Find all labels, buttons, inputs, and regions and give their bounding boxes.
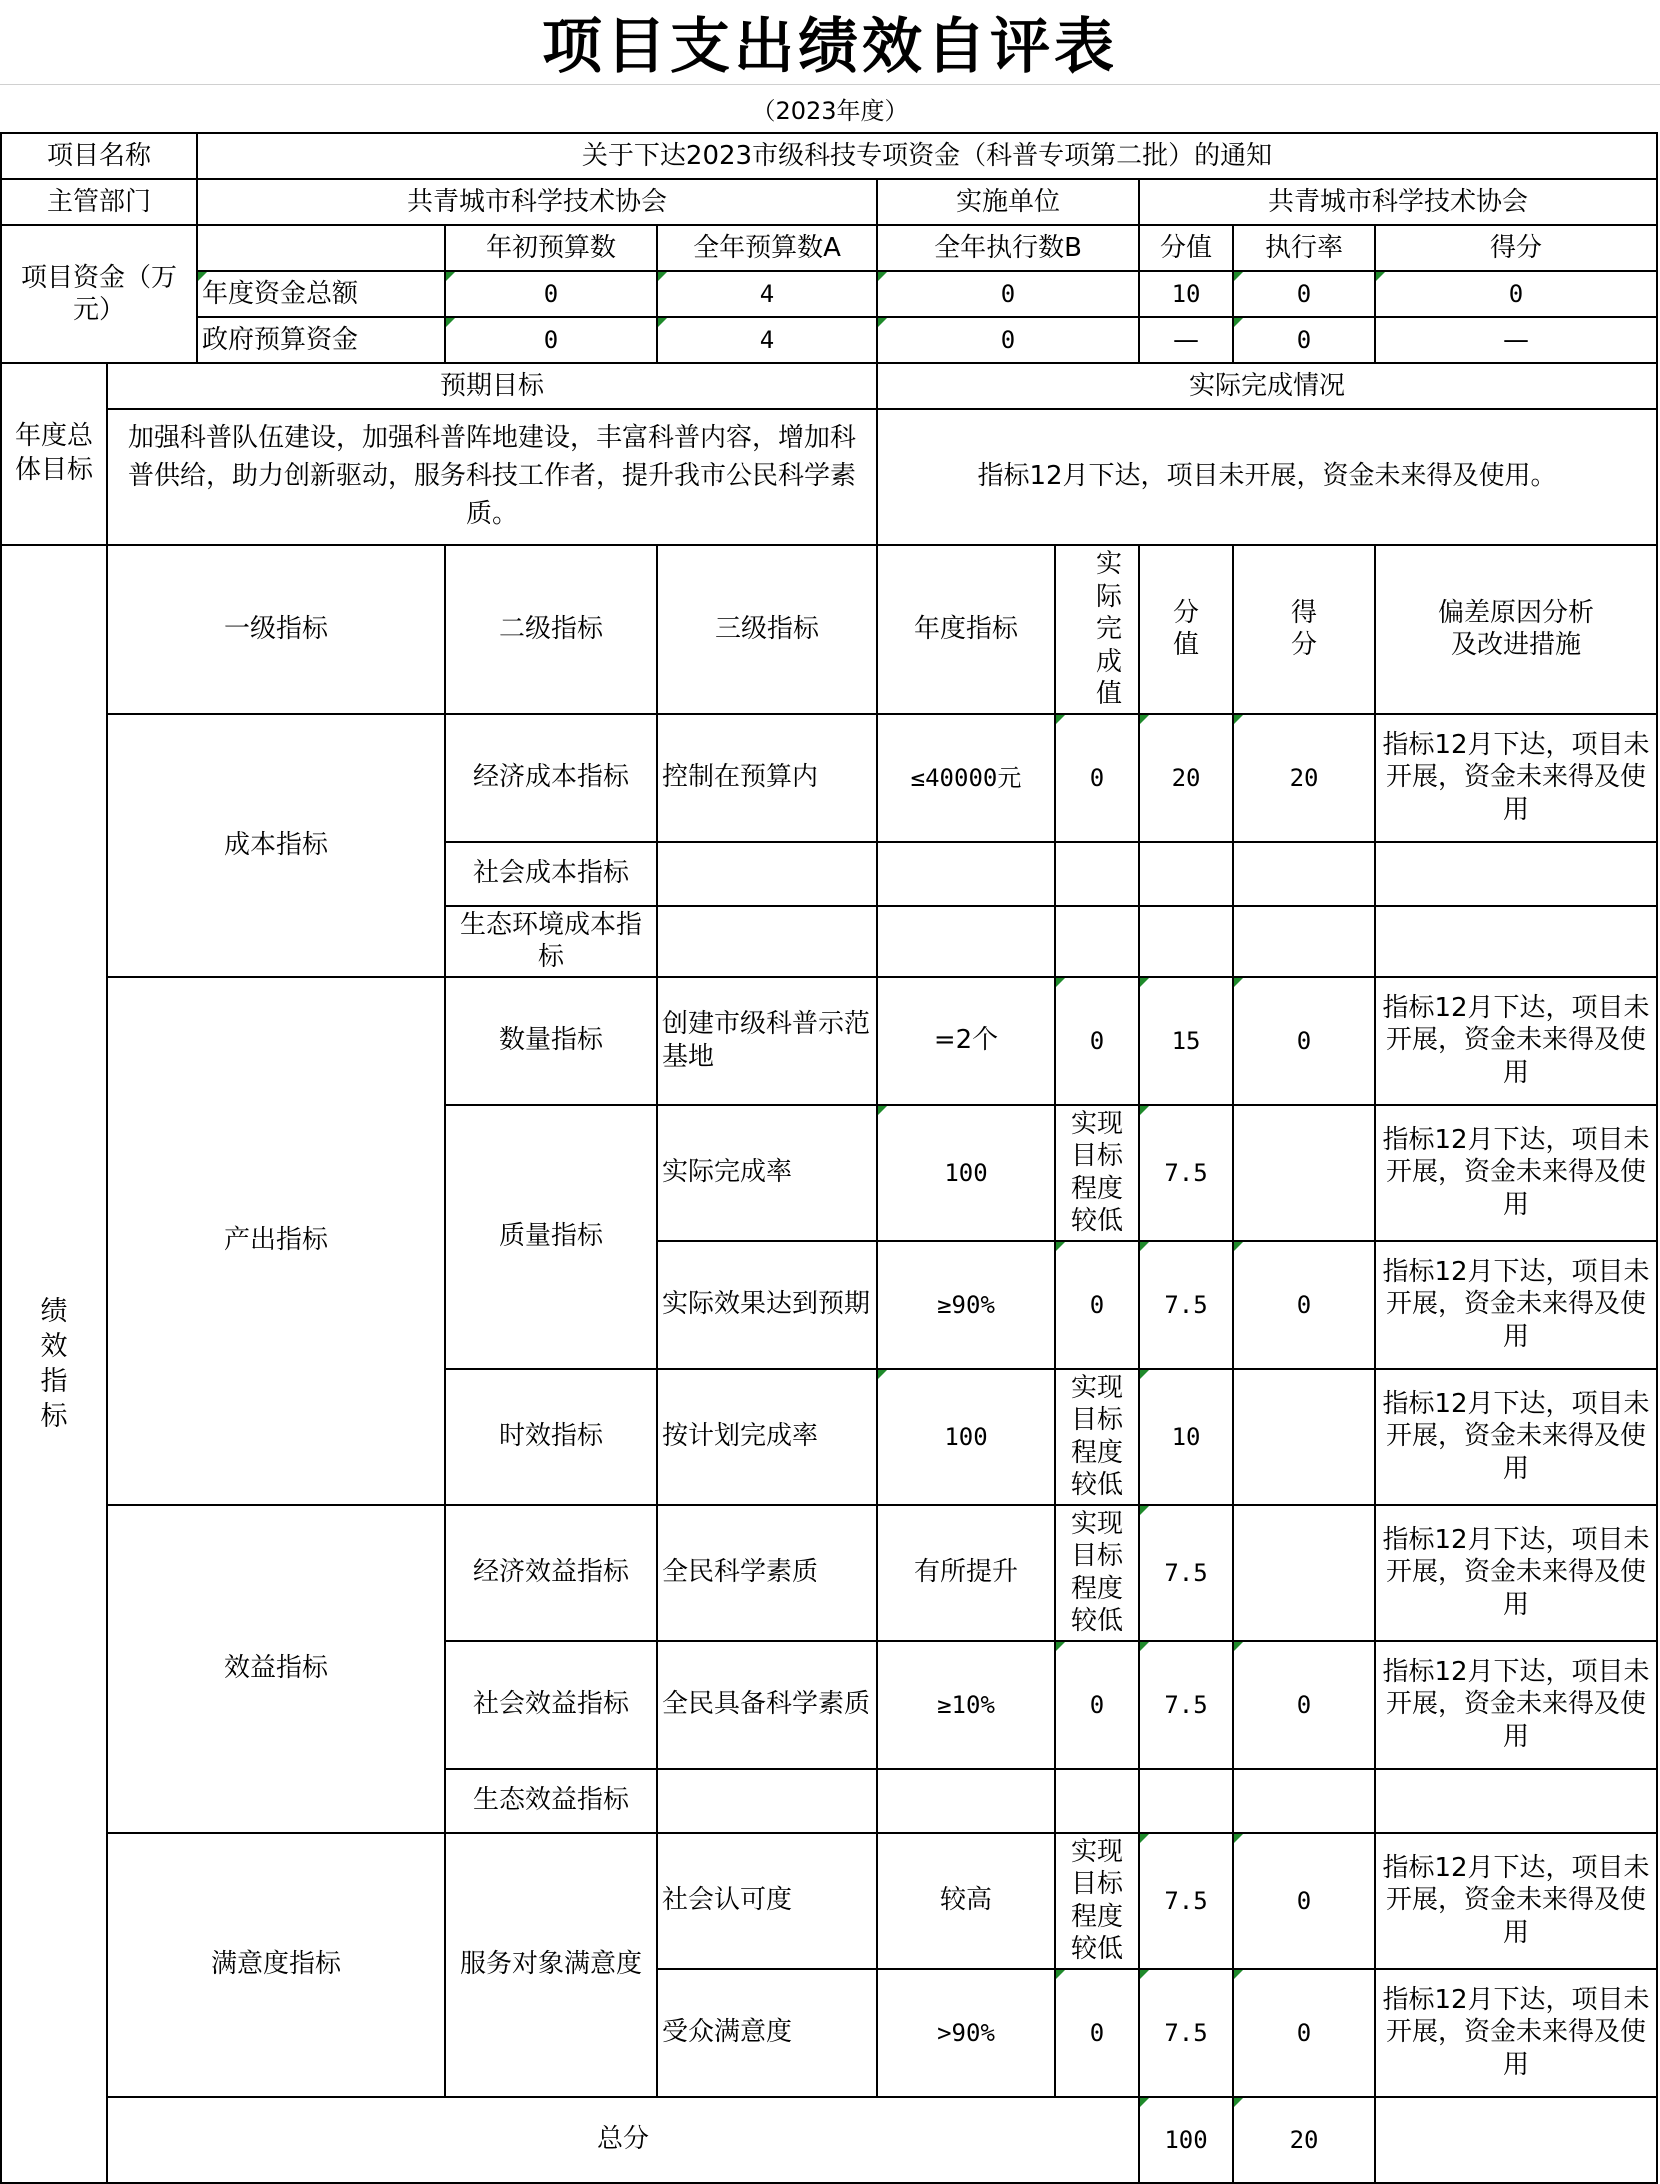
deviation-note[interactable]: 指标12月下达，项目未开展，资金未来得及使用 bbox=[1375, 977, 1657, 1105]
deviation-note[interactable]: 指标12月下达，项目未开展，资金未来得及使用 bbox=[1375, 1833, 1657, 1969]
deviation-note[interactable]: 指标12月下达，项目未开展，资金未来得及使用 bbox=[1375, 1241, 1657, 1369]
actual-value[interactable]: 0 bbox=[1055, 1969, 1139, 2097]
annual-target[interactable]: ≤40000元 bbox=[877, 714, 1055, 842]
row-gov-budget bbox=[1, 317, 1657, 363]
sub-eco-benefit: 生态效益指标 bbox=[445, 1769, 657, 1833]
sub-service-satisfaction: 服务对象满意度 bbox=[445, 1833, 657, 2097]
sub-quality: 质量指标 bbox=[445, 1105, 657, 1369]
header-expected-goal: 预期目标 bbox=[107, 363, 877, 409]
sub-social-benefit: 社会效益指标 bbox=[445, 1641, 657, 1769]
score-value[interactable] bbox=[1233, 1505, 1375, 1641]
label-perf-indicators: 绩效指标 bbox=[1, 545, 107, 2183]
l3-indicator[interactable]: 控制在预算内 bbox=[657, 714, 877, 842]
annual-target[interactable]: ≥10% bbox=[877, 1641, 1055, 1769]
row-project-name bbox=[1, 133, 1657, 179]
points-value[interactable]: 7.5 bbox=[1139, 1105, 1233, 1241]
l3-indicator[interactable]: 社会认可度 bbox=[657, 1833, 877, 1969]
l3-indicator[interactable]: 受众满意度 bbox=[657, 1969, 877, 2097]
l3-indicator[interactable]: 全民具备科学素质 bbox=[657, 1641, 877, 1769]
empty-cell[interactable] bbox=[1139, 842, 1233, 906]
funds-header-blank[interactable] bbox=[197, 225, 445, 271]
report-year: （2023年度） bbox=[751, 96, 909, 125]
total-points[interactable]: 100 bbox=[1139, 2097, 1233, 2183]
deviation-note[interactable]: 指标12月下达，项目未开展，资金未来得及使用 bbox=[1375, 1641, 1657, 1769]
row-annual-total bbox=[1, 271, 1657, 317]
points-value[interactable]: 7.5 bbox=[1139, 1833, 1233, 1969]
actual-value[interactable]: 0 bbox=[1055, 714, 1139, 842]
label-total: 总分 bbox=[107, 2097, 1139, 2183]
project-name[interactable]: 关于下达2023市级科技专项资金（科普专项第二批）的通知 bbox=[197, 133, 1657, 179]
empty-cell[interactable] bbox=[1139, 1769, 1233, 1833]
deviation-note[interactable]: 指标12月下达，项目未开展，资金未来得及使用 bbox=[1375, 1369, 1657, 1505]
group-cost: 成本指标 bbox=[107, 714, 445, 977]
header-score: 得分 bbox=[1375, 225, 1657, 271]
points-value[interactable]: 7.5 bbox=[1139, 1969, 1233, 2097]
empty-cell[interactable] bbox=[1233, 1769, 1375, 1833]
sub-eco-cost: 生态环境成本指标 bbox=[445, 906, 657, 977]
label-gov-budget: 政府预算资金 bbox=[197, 317, 445, 363]
actual-status[interactable]: 指标12月下达，项目未开展，资金未来得及使用。 bbox=[877, 409, 1657, 545]
sub-econ-cost: 经济成本指标 bbox=[445, 714, 657, 842]
empty-cell[interactable] bbox=[1055, 1769, 1139, 1833]
points-value[interactable]: 15 bbox=[1139, 977, 1233, 1105]
label-impl-unit: 实施单位 bbox=[877, 179, 1139, 225]
gov-initial[interactable]: 0 bbox=[445, 317, 657, 363]
points-value[interactable]: 7.5 bbox=[1139, 1241, 1233, 1369]
header-exec-rate: 执行率 bbox=[1233, 225, 1375, 271]
gov-exec-b[interactable]: 0 bbox=[877, 317, 1139, 363]
annual-points[interactable]: 10 bbox=[1139, 271, 1233, 317]
gov-score[interactable]: — bbox=[1375, 317, 1657, 363]
score-value[interactable]: 0 bbox=[1233, 977, 1375, 1105]
annual-initial[interactable]: 0 bbox=[445, 271, 657, 317]
evaluation-table bbox=[0, 132, 1658, 2184]
points-value[interactable]: 20 bbox=[1139, 714, 1233, 842]
deviation-note[interactable]: 指标12月下达，项目未开展，资金未来得及使用 bbox=[1375, 1969, 1657, 2097]
empty-cell[interactable] bbox=[657, 1769, 877, 1833]
label-funds: 项目资金（万元） bbox=[1, 225, 197, 363]
annual-target[interactable]: 100 bbox=[877, 1105, 1055, 1241]
score-value[interactable]: 0 bbox=[1233, 1641, 1375, 1769]
points-value[interactable]: 10 bbox=[1139, 1369, 1233, 1505]
gov-points[interactable]: — bbox=[1139, 317, 1233, 363]
indicator-row bbox=[1, 1833, 1657, 1969]
header-actual-value: 实际完成值 bbox=[1055, 545, 1139, 714]
gov-rate[interactable]: 0 bbox=[1233, 317, 1375, 363]
deviation-note[interactable]: 指标12月下达，项目未开展，资金未来得及使用 bbox=[1375, 714, 1657, 842]
row-goal-header bbox=[1, 363, 1657, 409]
row-department bbox=[1, 179, 1657, 225]
annual-target[interactable]: 较高 bbox=[877, 1833, 1055, 1969]
empty-cell[interactable] bbox=[657, 842, 877, 906]
page-title: 项目支出绩效自评表 bbox=[0, 0, 1660, 85]
l3-indicator[interactable]: 按计划完成率 bbox=[657, 1369, 877, 1505]
actual-value[interactable]: 实现目标程度较低 bbox=[1055, 1105, 1139, 1241]
row-total bbox=[1, 2097, 1657, 2183]
sub-quantity: 数量指标 bbox=[445, 977, 657, 1105]
label-annual-goal: 年度总体目标 bbox=[1, 363, 107, 545]
indicator-row bbox=[1, 714, 1657, 842]
annual-score[interactable]: 0 bbox=[1375, 271, 1657, 317]
group-output: 产出指标 bbox=[107, 977, 445, 1505]
header-deviation: 偏差原因分析及改进措施 bbox=[1375, 545, 1657, 714]
l3-indicator[interactable]: 全民科学素质 bbox=[657, 1505, 877, 1641]
annual-target[interactable]: =2个 bbox=[877, 977, 1055, 1105]
header-level3: 三级指标 bbox=[657, 545, 877, 714]
empty-cell[interactable] bbox=[1055, 906, 1139, 977]
label-department: 主管部门 bbox=[1, 179, 197, 225]
annual-target[interactable]: 100 bbox=[877, 1369, 1055, 1505]
header-actual-status: 实际完成情况 bbox=[877, 363, 1657, 409]
header-initial-budget: 年初预算数 bbox=[445, 225, 657, 271]
annual-rate[interactable]: 0 bbox=[1233, 271, 1375, 317]
empty-cell[interactable] bbox=[1233, 842, 1375, 906]
header-level1: 一级指标 bbox=[107, 545, 445, 714]
annual-target[interactable]: ≥90% bbox=[877, 1241, 1055, 1369]
empty-cell[interactable] bbox=[1055, 842, 1139, 906]
gov-full-a[interactable]: 4 bbox=[657, 317, 877, 363]
empty-cell[interactable] bbox=[1233, 906, 1375, 977]
annual-target[interactable]: >90% bbox=[877, 1969, 1055, 2097]
l3-indicator[interactable]: 创建市级科普示范基地 bbox=[657, 977, 877, 1105]
label-annual-total: 年度资金总额 bbox=[197, 271, 445, 317]
group-benefit: 效益指标 bbox=[107, 1505, 445, 1833]
score-value[interactable]: 0 bbox=[1233, 1969, 1375, 2097]
total-score[interactable]: 20 bbox=[1233, 2097, 1375, 2183]
empty-cell[interactable] bbox=[877, 1769, 1055, 1833]
row-funds-header bbox=[1, 225, 1657, 271]
empty-cell[interactable] bbox=[877, 842, 1055, 906]
score-value[interactable]: 0 bbox=[1233, 1833, 1375, 1969]
actual-value[interactable]: 0 bbox=[1055, 977, 1139, 1105]
annual-full-a[interactable]: 4 bbox=[657, 271, 877, 317]
header-score-short: 得分 bbox=[1233, 545, 1375, 714]
sub-econ-benefit: 经济效益指标 bbox=[445, 1505, 657, 1641]
empty-cell[interactable] bbox=[1375, 1769, 1657, 1833]
actual-value[interactable]: 0 bbox=[1055, 1641, 1139, 1769]
score-value[interactable] bbox=[1233, 1369, 1375, 1505]
group-satisfaction: 满意度指标 bbox=[107, 1833, 445, 2097]
empty-cell[interactable] bbox=[657, 906, 877, 977]
deviation-note[interactable]: 指标12月下达，项目未开展，资金未来得及使用 bbox=[1375, 1105, 1657, 1241]
label-project-name: 项目名称 bbox=[1, 133, 197, 179]
expected-goal[interactable]: 加强科普队伍建设，加强科普阵地建设，丰富科普内容，增加科普供给，助力创新驱动，服务科技工作者，提升我市公民科学素质。 bbox=[107, 409, 877, 545]
l3-indicator[interactable]: 实际效果达到预期 bbox=[657, 1241, 877, 1369]
actual-value[interactable]: 实现目标程度较低 bbox=[1055, 1369, 1139, 1505]
deviation-note[interactable]: 指标12月下达，项目未开展，资金未来得及使用 bbox=[1375, 1505, 1657, 1641]
header-points: 分值 bbox=[1139, 545, 1233, 714]
annual-exec-b[interactable]: 0 bbox=[877, 271, 1139, 317]
points-value[interactable]: 7.5 bbox=[1139, 1641, 1233, 1769]
empty-cell[interactable] bbox=[1375, 906, 1657, 977]
indicator-row bbox=[1, 977, 1657, 1105]
actual-value[interactable]: 实现目标程度较低 bbox=[1055, 1833, 1139, 1969]
impl-unit[interactable]: 共青城市科学技术协会 bbox=[1139, 179, 1657, 225]
sub-timeliness: 时效指标 bbox=[445, 1369, 657, 1505]
indicator-row bbox=[1, 1505, 1657, 1641]
score-value[interactable] bbox=[1233, 1105, 1375, 1241]
actual-value[interactable]: 0 bbox=[1055, 1241, 1139, 1369]
header-level2: 二级指标 bbox=[445, 545, 657, 714]
header-full-budget: 全年预算数A bbox=[657, 225, 877, 271]
row-indicator-header bbox=[1, 545, 1657, 714]
header-full-exec: 全年执行数B bbox=[877, 225, 1139, 271]
score-value[interactable]: 20 bbox=[1233, 714, 1375, 842]
actual-value[interactable]: 实现目标程度较低 bbox=[1055, 1505, 1139, 1641]
department[interactable]: 共青城市科学技术协会 bbox=[197, 179, 877, 225]
l3-indicator[interactable]: 实际完成率 bbox=[657, 1105, 877, 1241]
empty-cell[interactable] bbox=[877, 906, 1055, 977]
annual-target[interactable]: 有所提升 bbox=[877, 1505, 1055, 1641]
empty-cell[interactable] bbox=[1375, 842, 1657, 906]
total-note[interactable] bbox=[1375, 2097, 1657, 2183]
row-goal-content bbox=[1, 409, 1657, 545]
score-value[interactable]: 0 bbox=[1233, 1241, 1375, 1369]
points-value[interactable]: 7.5 bbox=[1139, 1505, 1233, 1641]
header-annual-indicator: 年度指标 bbox=[877, 545, 1055, 714]
empty-cell[interactable] bbox=[1139, 906, 1233, 977]
header-score-value: 分值 bbox=[1139, 225, 1233, 271]
sub-social-cost: 社会成本指标 bbox=[445, 842, 657, 906]
